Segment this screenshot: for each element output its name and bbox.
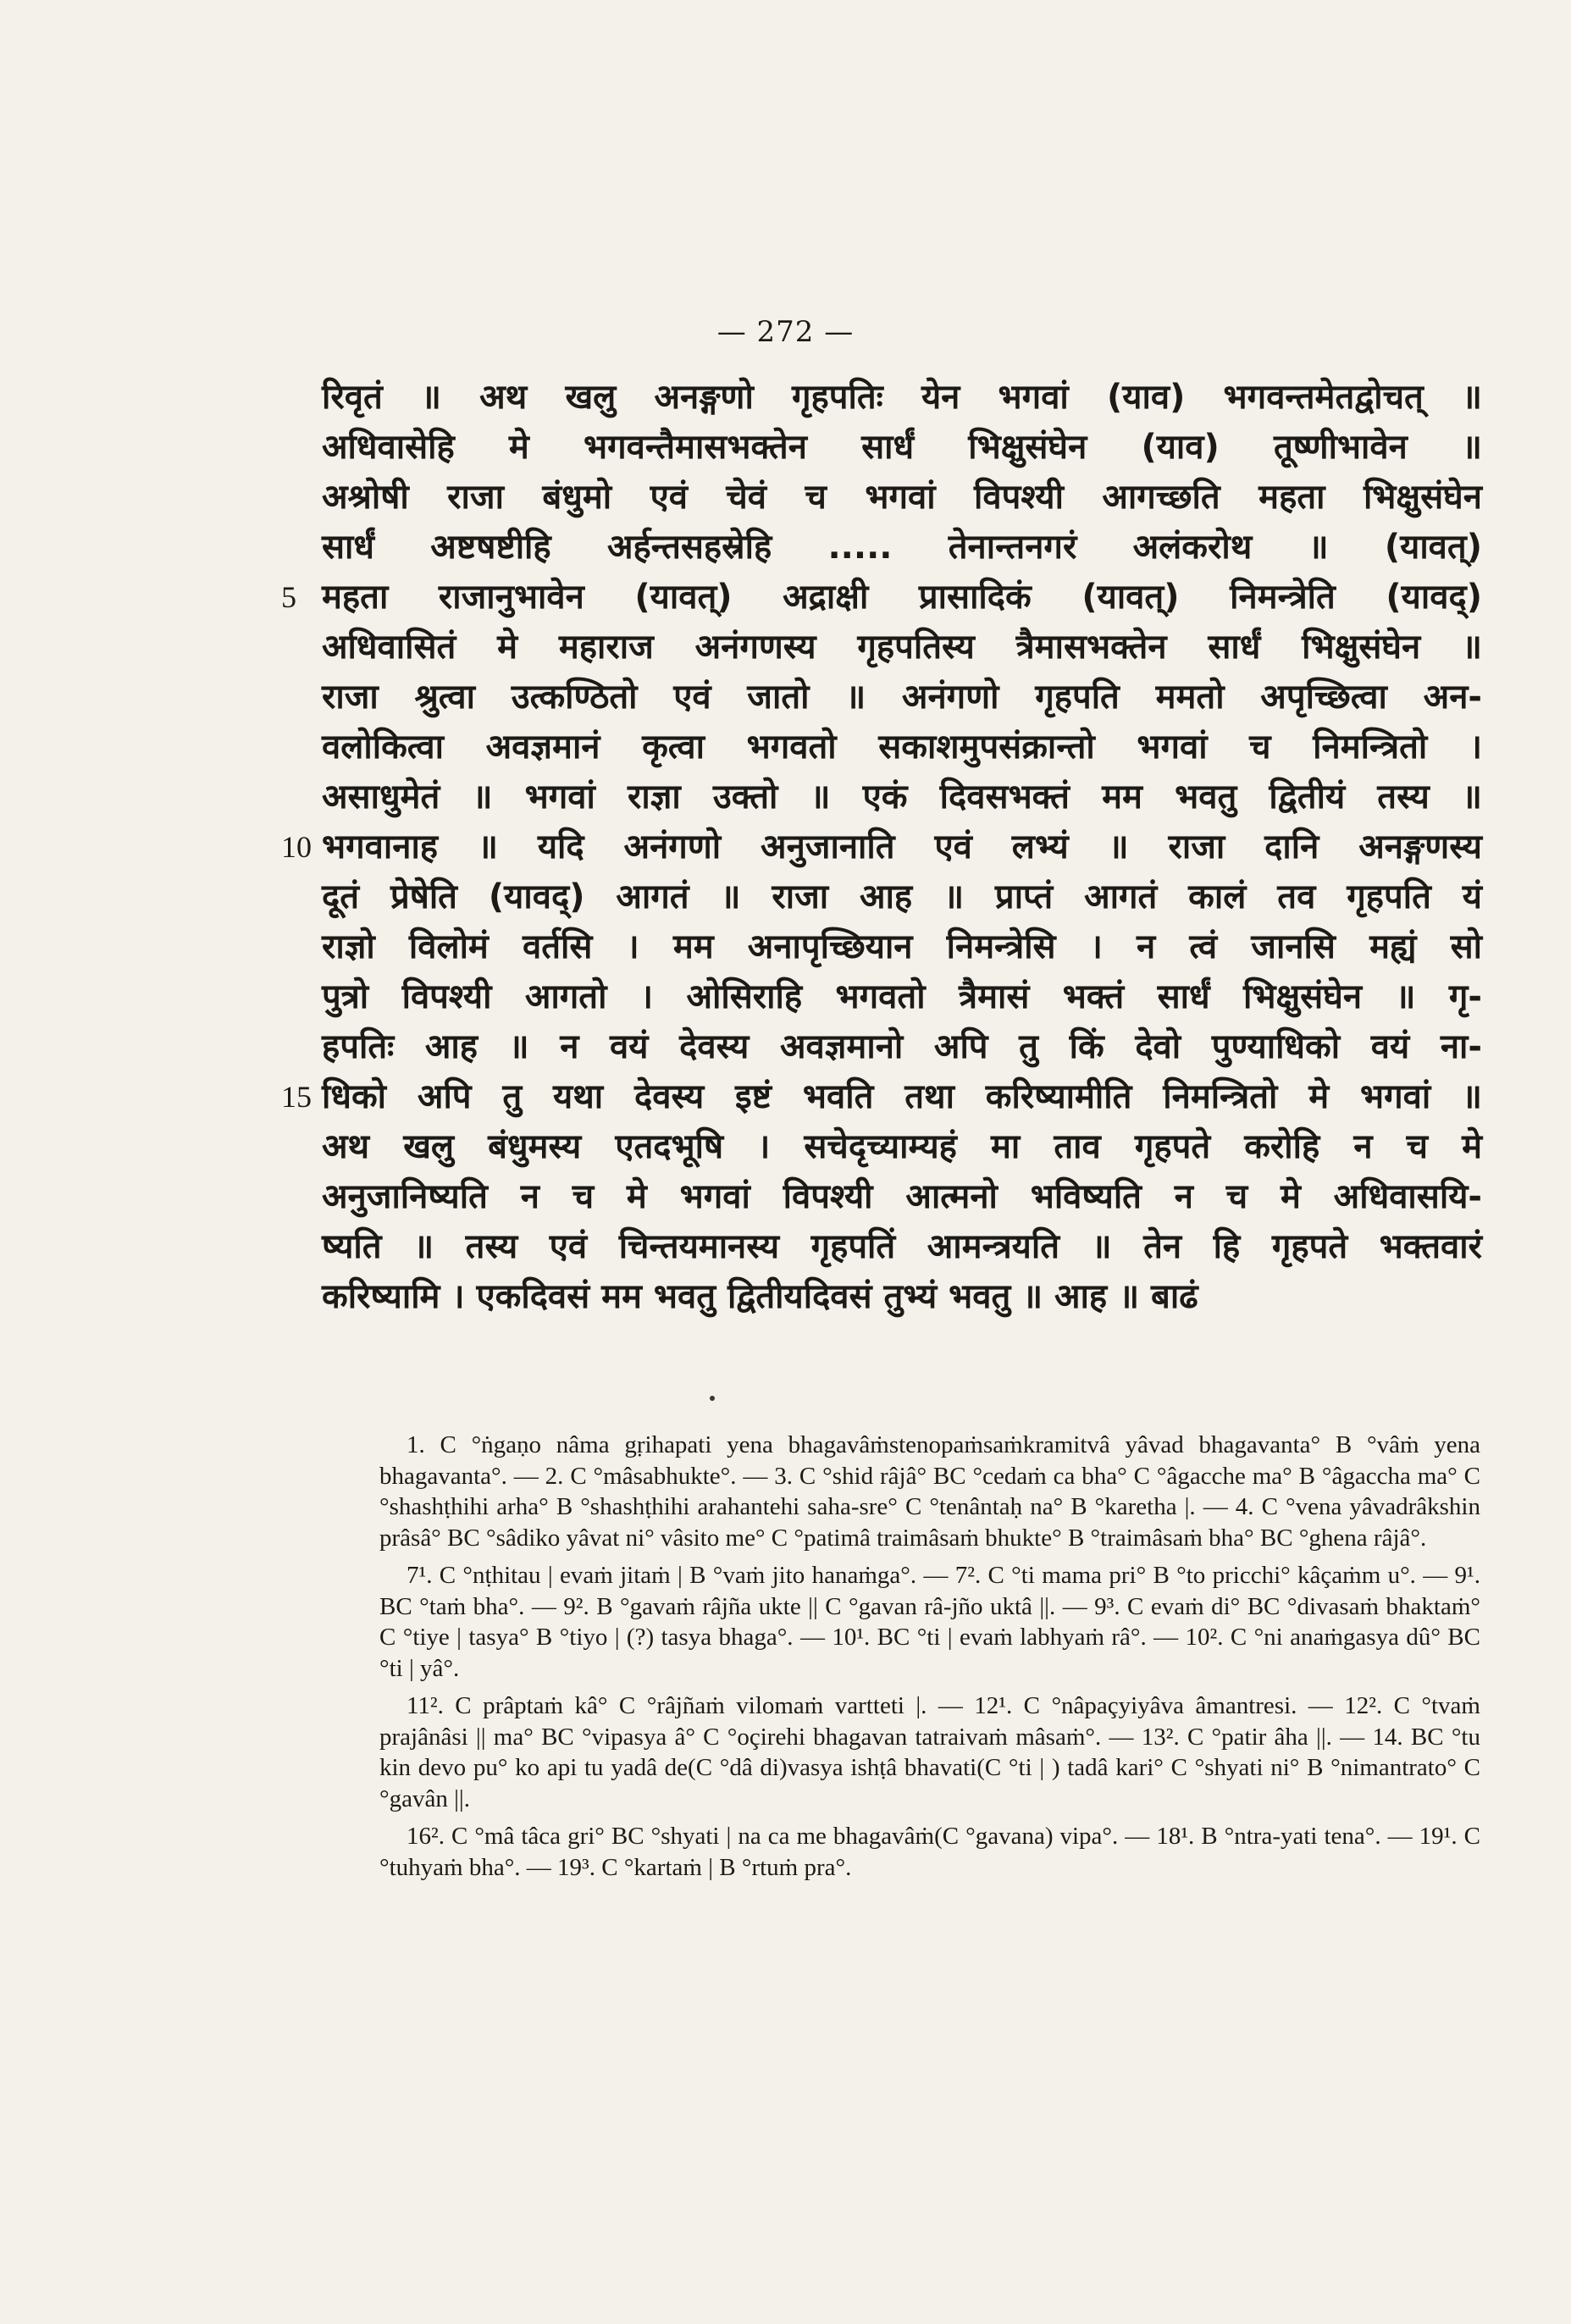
line-text: अनुजानिष्यति न च मे भगवां विपश्यी आत्मनो भविष्यति न च मे अधिवासयि-	[322, 1177, 1482, 1216]
text-line	[322, 523, 1482, 573]
divider-mark	[710, 1396, 715, 1401]
line-number: 5	[281, 580, 296, 614]
line-text: दूतं प्रेषेति (यावद्) आगतं ॥ राजा आह ॥ प्राप्तं आगतं कालं तव गृहपति यं	[322, 877, 1482, 916]
text-line	[322, 672, 1482, 722]
text-line	[322, 473, 1482, 523]
line-text: ष्यति ॥ तस्य एवं चिन्तयमानस्य गृहपतिं आमन्त्रयति ॥ तेन हि गृहपते भक्तवारं	[322, 1227, 1482, 1266]
line-text: वलोकित्वा अवज्ञमानं कृत्वा भगवतो सकाशमुपसंक्रान्तो भगवां च निमन्त्रितो ।	[322, 728, 1482, 766]
footnote: 11². C prâptaṁ kâ° C °râjñaṁ vilomaṁ vartteti |. — 12¹. C °nâpaçyiyâva âmantresi. — 12². C °tvaṁ prajânâsi || ma° BC °vipasya â° C °oçirehi bhagavan tatraivaṁ mâsaṁ°. — 13². C °patir âha ||. — 14. BC °tu kin devo pu° ko api tu yadâ de(C °dâ di)vasya ishṭâ bhavati(C °ti | ) tadâ kari° C °shyati ni° B °nimantrato° C °gavân ||.	[379, 1692, 1480, 1812]
text-line	[322, 972, 1482, 1022]
text-line	[322, 1022, 1482, 1072]
line-text: असाधुमेतं ॥ भगवां राज्ञा उक्तो ॥ एकं दिवसभक्तं मम भवतु द्वितीयं तस्य ॥	[322, 777, 1482, 816]
main-text	[281, 373, 1482, 1322]
line-text: हपतिः आह ॥ न वयं देवस्य अवज्ञमानो अपि तु किं देवो पुण्याधिको वयं ना-	[322, 1027, 1482, 1066]
line-text: रिवृतं ॥ अथ खलु अनङ्गणो गृहपतिः येन भगवां (याव) भगवन्तमेतद्वोचत् ॥	[322, 378, 1482, 417]
line-text: अधिवासितं मे महाराज अनंगणस्य गृहपतिस्य त्रैमासभक्तेन सार्धं भिक्षुसंघेन ॥	[322, 628, 1482, 667]
text-line	[281, 822, 1482, 872]
line-text: राज्ञो विलोमं वर्तसि । मम अनापृच्छियान निमन्त्रेसि । न त्वं जानसि मह्यं सो	[322, 927, 1482, 966]
footnote: 1. C °ṅgaṇo nâma gṛihapati yena bhagavâṁstenopaṁsaṁkramitvâ yâvad bhagavanta° B °vâṁ yena bhagavanta°. — 2. C °mâsabhukte°. — 3. C °shid râjâ° BC °cedaṁ ca bha° C °âgacche ma° B °âgaccha ma° C °shashṭhihi arha° B °shashṭhihi arahantehi saha-sre° C °tenântaḥ na° B °karetha |. — 4. C °vena yâvadrâkshin prâsâ° BC °sâdiko yâvat ni° vâsito me° C °patimâ traimâsaṁ bhukte° B °traimâsaṁ bha° BC °ghena râjâ°.	[379, 1431, 1480, 1552]
text-line	[322, 373, 1482, 423]
text-line	[322, 622, 1482, 672]
text-line	[322, 1222, 1482, 1272]
footnotes	[379, 1430, 1480, 1890]
text-line	[322, 922, 1482, 972]
line-text: महता राजानुभावेन (यावत्) अद्राक्षी प्रासादिकं (यावत्) निमन्त्रेति (यावद्)	[322, 578, 1482, 617]
text-line	[322, 722, 1482, 772]
text-line	[322, 1272, 1482, 1322]
text-line	[322, 1122, 1482, 1172]
footnote: 16². C °mâ tâca gri° BC °shyati | na ca me bhagavâṁ(C °gavana) vipa°. — 18¹. B °ntra-yati tena°. — 19¹. C °tuhyaṁ bha°. — 19³. C °kartaṁ | B °rtuṁ pra°.	[379, 1823, 1480, 1881]
text-line	[322, 1172, 1482, 1222]
line-text: राजा श्रुत्वा उत्कण्ठितो एवं जातो ॥ अनंगणो गृहपति ममतो अपृच्छित्वा अन-	[322, 678, 1482, 717]
line-number: 10	[281, 830, 312, 864]
line-text: पुत्रो विपश्यी आगतो । ओसिराहि भगवतो त्रैमासं भक्तं सार्धं भिक्षुसंघेन ॥ गृ-	[322, 977, 1482, 1016]
page-number: — 272 —	[716, 315, 855, 349]
text-line	[322, 872, 1482, 922]
line-text: करिष्यामि । एकदिवसं मम भवतु द्वितीयदिवसं तुभ्यं भवतु ॥ आह ॥ बाढं	[322, 1277, 1198, 1316]
line-text: अधिवासेहि मे भगवन्तैमासभक्तेन सार्धं भिक्षुसंघेन (याव) तूष्णीभावेन ॥	[322, 428, 1482, 467]
text-line	[281, 1072, 1482, 1122]
text-line	[322, 423, 1482, 473]
text-line	[281, 573, 1482, 622]
text-line	[322, 772, 1482, 822]
line-text: अथ खलु बंधुमस्य एतदभूषि । सचेदृच्याम्यहं मा ताव गृहपते करोहि न च मे	[322, 1127, 1482, 1166]
line-text: धिको अपि तु यथा देवस्य इष्टं भवति तथा करिष्यामीति निमन्त्रितो मे भगवां ॥	[322, 1077, 1482, 1116]
line-text: भगवानाह ॥ यदि अनंगणो अनुजानाति एवं लभ्यं ॥ राजा दानि अनङ्गणस्य	[322, 827, 1482, 866]
line-number: 15	[281, 1080, 312, 1114]
line-text: सार्धं अष्टषष्टीहि अर्हन्तसहस्रेहि ..... तेनान्तनगरं अलंकरोथ ॥ (यावत्)	[322, 528, 1482, 567]
line-text: अश्रोषी राजा बंधुमो एवं चेवं च भगवां विपश्यी आगच्छति महता भिक्षुसंघेन	[322, 478, 1482, 517]
footnote: 7¹. C °nṭhitau | evaṁ jitaṁ | B °vaṁ jito hanaṁga°. — 7². C °ti mama pri° B °to pricchi° kâçaṁm u°. — 9¹. BC °taṁ bha°. — 9². B °gavaṁ râjña ukte || C °gavan râ-jño uktâ ||. — 9³. C evaṁ di° BC °divasaṁ bhaktaṁ° C °tiye | tasya° B °tiyo | (?) tasya bhaga°. — 10¹. BC °ti | evaṁ labhyaṁ râ°. — 10². C °ni anaṁgasya dû° BC °ti | yâ°.	[379, 1562, 1480, 1682]
